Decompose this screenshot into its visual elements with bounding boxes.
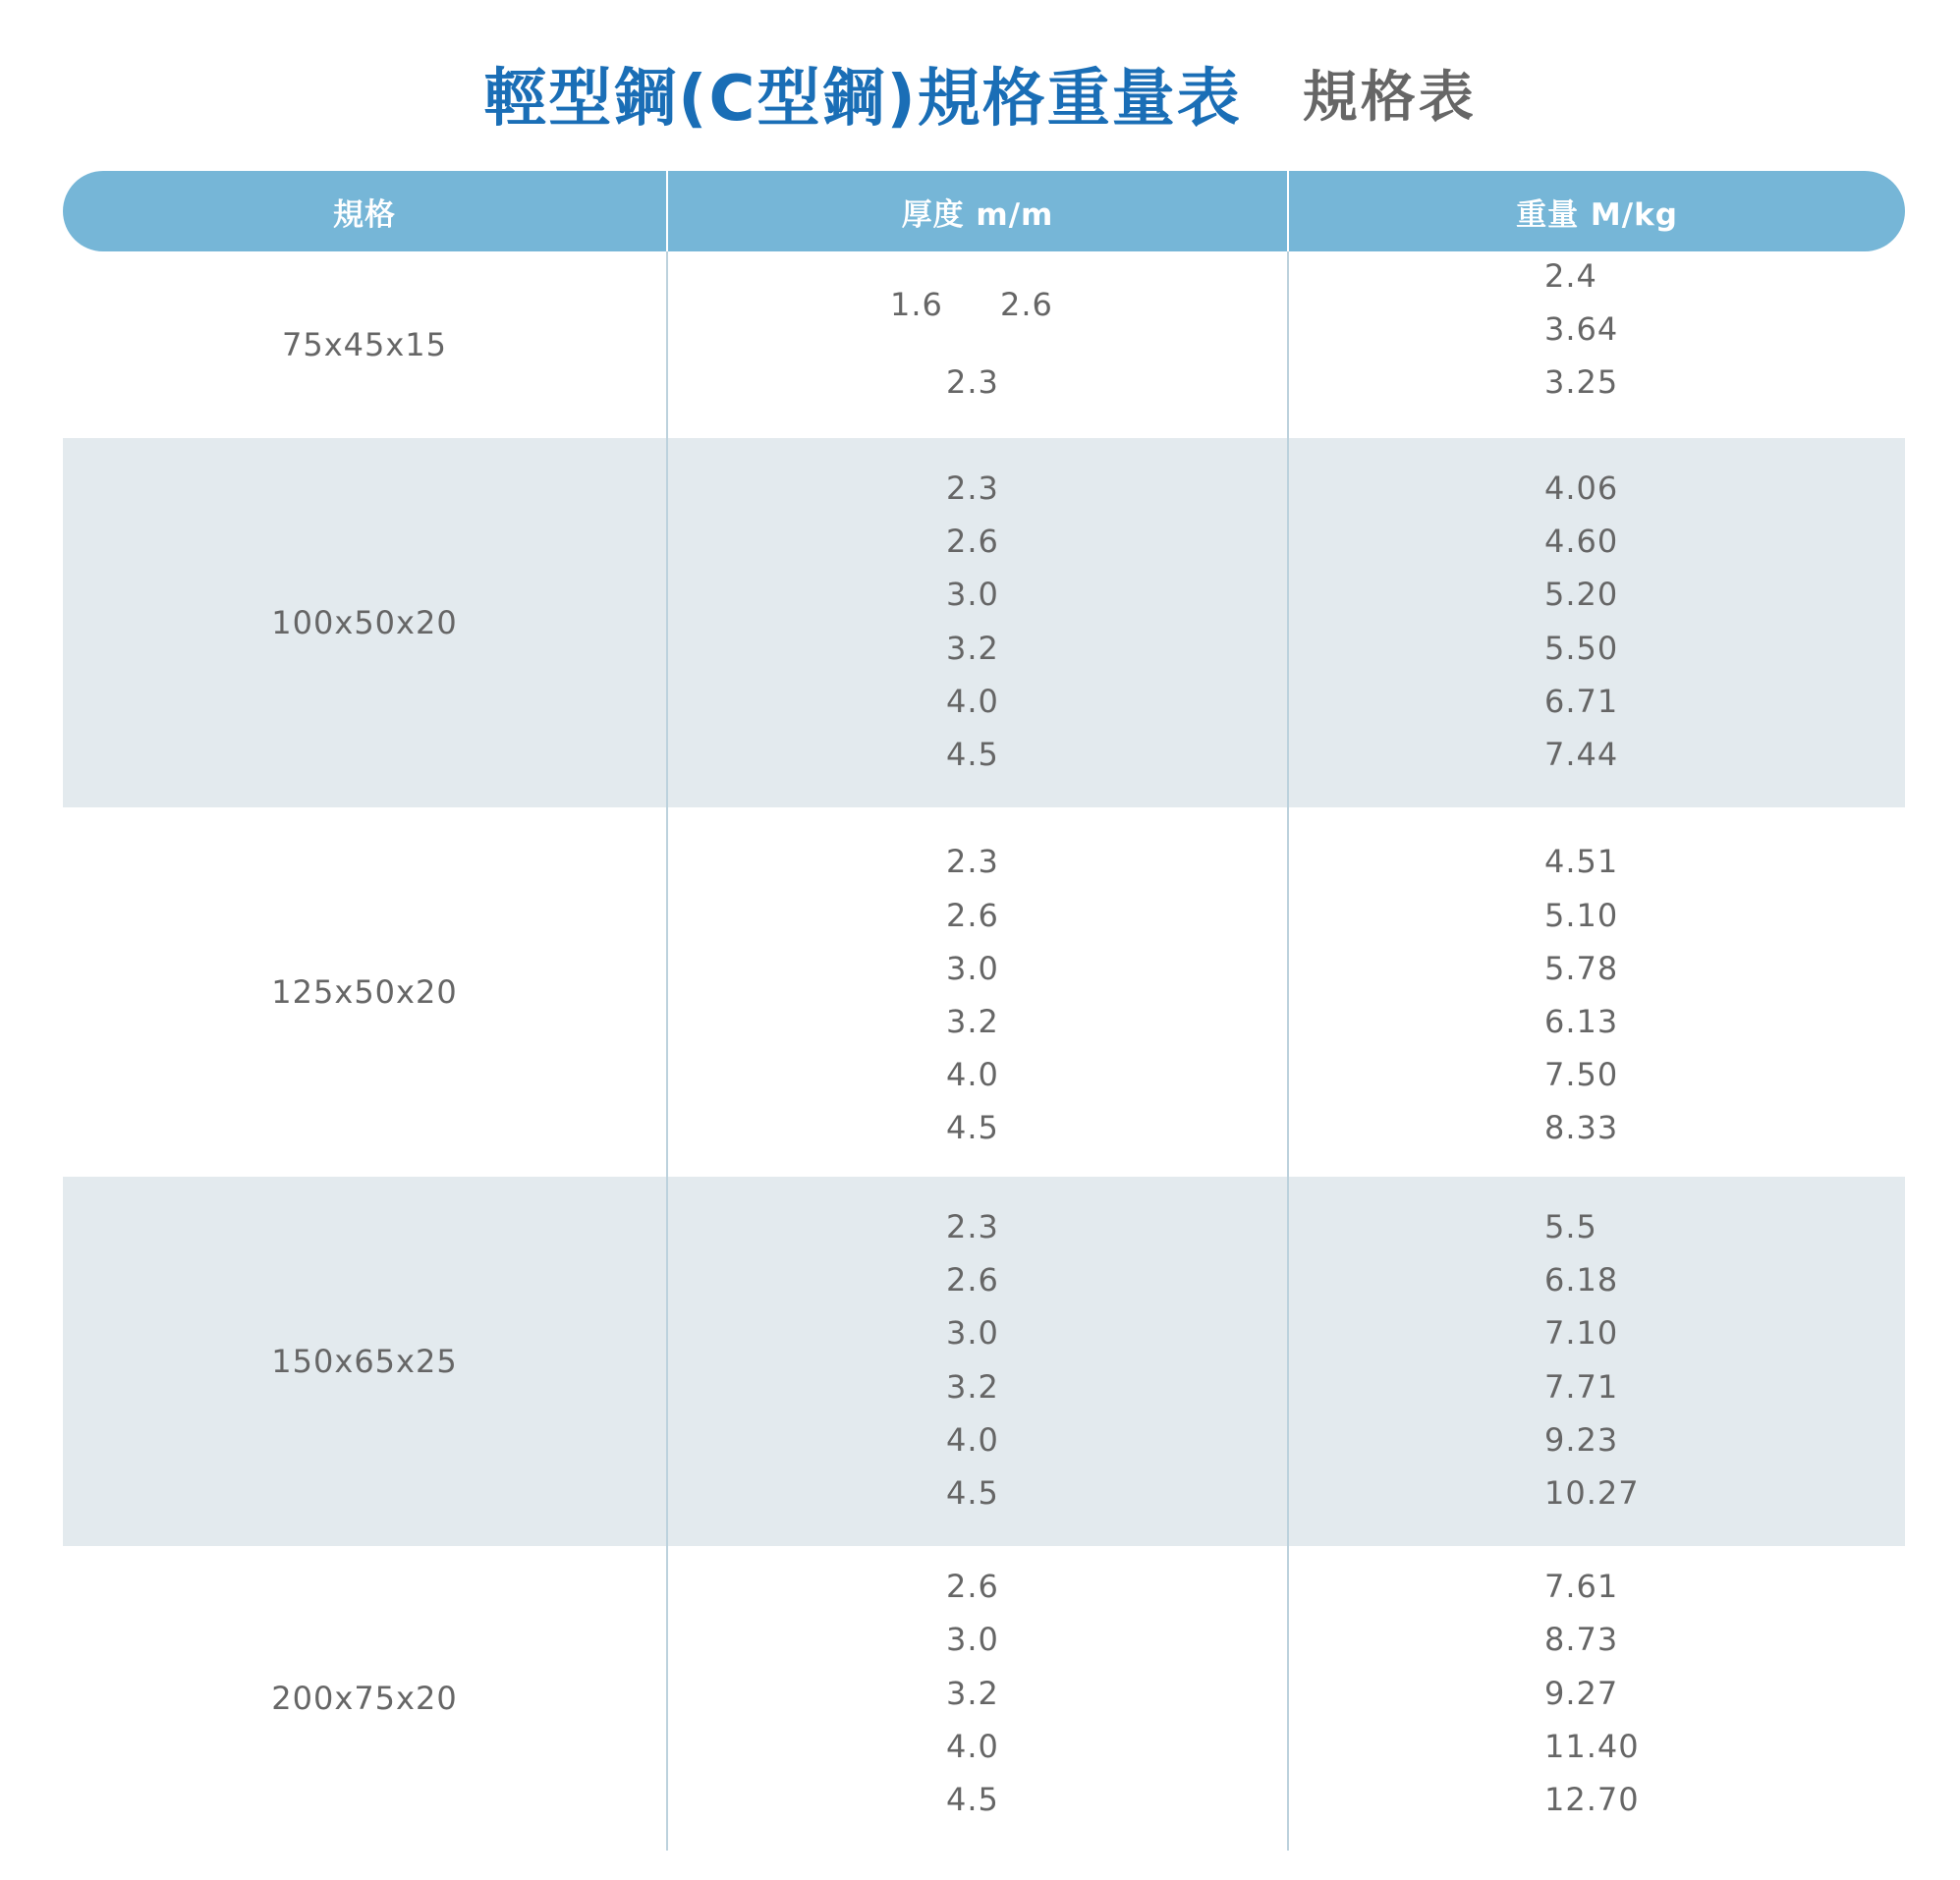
thickness-value: 4.0 <box>946 683 999 720</box>
weight-value: 9.27 <box>1544 1675 1619 1712</box>
spec-cell: 75x45x15 <box>281 326 448 363</box>
page-title: 輕型鋼(C型鋼)規格重量表 <box>483 63 1242 136</box>
thickness-value: 2.6 <box>946 897 999 934</box>
weight-value: 5.5 <box>1544 1208 1597 1245</box>
weight-value: 8.33 <box>1544 1109 1619 1146</box>
weight-value: 11.40 <box>1544 1728 1640 1765</box>
weight-value: 5.20 <box>1544 576 1619 613</box>
table-row-group <box>63 807 1905 1177</box>
table-header <box>63 171 1905 251</box>
thickness-value: 4.5 <box>946 1781 999 1818</box>
column-divider <box>666 251 668 1851</box>
weight-value: 4.60 <box>1544 523 1619 560</box>
thickness-value: 3.2 <box>946 1003 999 1040</box>
table-row-group <box>63 1546 1905 1851</box>
weight-value: 5.78 <box>1544 950 1619 987</box>
thickness-value: 2.6 <box>946 1568 999 1605</box>
thickness-value: 4.0 <box>946 1728 999 1765</box>
thickness-value: 2.3 <box>946 363 999 401</box>
table-row-group <box>63 438 1905 807</box>
weight-value: 8.73 <box>1544 1621 1619 1658</box>
spec-cell: 150x65x25 <box>271 1343 458 1380</box>
thickness-value: 4.5 <box>946 1474 999 1512</box>
weight-value: 2.4 <box>1544 257 1597 295</box>
weight-value: 7.50 <box>1544 1056 1619 1093</box>
spec-cell: 100x50x20 <box>271 604 458 641</box>
thickness-value: 4.0 <box>946 1421 999 1459</box>
column-divider <box>1287 251 1289 1851</box>
table-row-group <box>63 251 1905 438</box>
thickness-value: 3.0 <box>946 950 999 987</box>
thickness-value: 2.6 <box>1000 286 1053 323</box>
weight-value: 7.61 <box>1544 1568 1619 1605</box>
thickness-value: 3.2 <box>946 1675 999 1712</box>
header-weight: 重量 M/kg <box>1516 196 1678 233</box>
page-subtitle: 規格表 <box>1302 66 1477 130</box>
thickness-value: 4.5 <box>946 736 999 773</box>
thickness-value: 2.6 <box>946 1261 999 1299</box>
spec-cell: 125x50x20 <box>271 973 458 1011</box>
thickness-value: 4.0 <box>946 1056 999 1093</box>
thickness-value: 3.2 <box>946 1368 999 1406</box>
weight-value: 3.25 <box>1544 363 1619 401</box>
weight-value: 4.06 <box>1544 470 1619 507</box>
spec-cell: 200x75x20 <box>271 1680 458 1717</box>
thickness-value: 3.0 <box>946 1314 999 1352</box>
table-row-group <box>63 1177 1905 1546</box>
weight-value: 6.18 <box>1544 1261 1619 1299</box>
thickness-value: 3.2 <box>946 630 999 667</box>
thickness-value: 3.0 <box>946 1621 999 1658</box>
thickness-value: 2.3 <box>946 843 999 880</box>
weight-value: 6.71 <box>1544 683 1619 720</box>
thickness-value: 2.6 <box>946 523 999 560</box>
weight-value: 7.44 <box>1544 736 1619 773</box>
weight-value: 3.64 <box>1544 310 1619 348</box>
weight-value: 6.13 <box>1544 1003 1619 1040</box>
weight-value: 7.71 <box>1544 1368 1619 1406</box>
thickness-value: 3.0 <box>946 576 999 613</box>
thickness-value: 2.3 <box>946 1208 999 1245</box>
page-title-row <box>0 44 1960 142</box>
weight-value: 10.27 <box>1544 1474 1640 1512</box>
weight-value: 12.70 <box>1544 1781 1640 1818</box>
header-thickness: 厚度 m/m <box>901 196 1054 233</box>
thickness-value: 2.3 <box>946 470 999 507</box>
thickness-value: 4.5 <box>946 1109 999 1146</box>
header-spec: 規格 <box>333 196 396 233</box>
weight-value: 7.10 <box>1544 1314 1619 1352</box>
weight-value: 9.23 <box>1544 1421 1619 1459</box>
weight-value: 5.50 <box>1544 630 1619 667</box>
weight-value: 4.51 <box>1544 843 1619 880</box>
thickness-value: 1.6 <box>890 286 943 323</box>
weight-value: 5.10 <box>1544 897 1619 934</box>
